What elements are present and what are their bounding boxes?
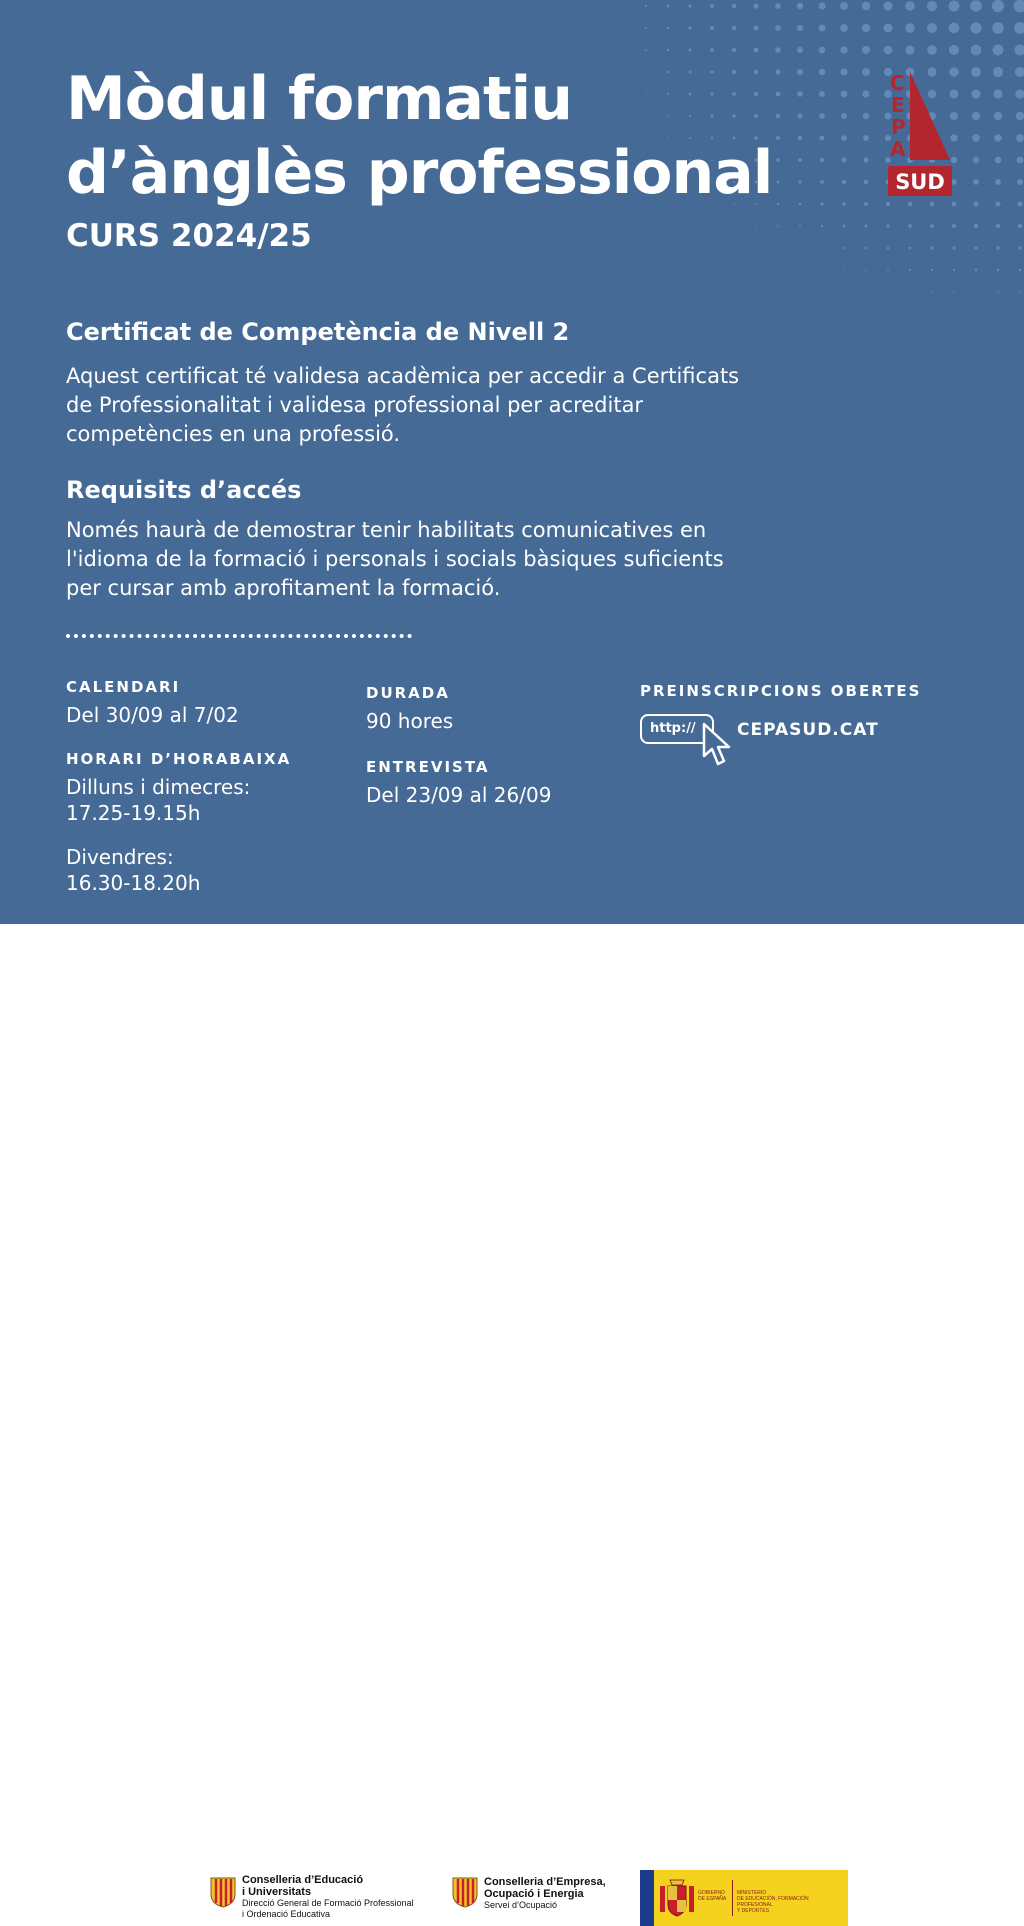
decor-dot (973, 179, 979, 185)
decor-dot (863, 135, 869, 141)
decor-dot (688, 26, 691, 29)
decor-dot (1019, 291, 1021, 293)
website-link[interactable]: CEPASUD.CAT (737, 720, 879, 740)
org2-line3: Servei d’Ocupació (484, 1900, 558, 1910)
decor-dot (799, 225, 801, 227)
decor-dot (975, 269, 977, 271)
decor-dot (971, 89, 980, 98)
decor-dot (1017, 201, 1022, 206)
decor-dot (797, 3, 804, 10)
gov-line3: MINISTERIO (737, 1890, 767, 1896)
decor-dot (974, 224, 978, 228)
org2-line2: Ocupació i Energia (484, 1888, 584, 1900)
decor-dot (908, 224, 912, 228)
decor-dot (993, 89, 1002, 98)
horari-slot-2-days: Divendres: (66, 845, 174, 869)
decor-dot (973, 157, 980, 164)
requisits-line: l'idioma de la formació i personals i socials bàsiques suficients (66, 547, 724, 571)
requisits-line: per cursar amb aprofitament la formació. (66, 576, 501, 600)
decor-dot (949, 23, 960, 34)
decor-dot (972, 134, 979, 141)
decor-dot (1016, 134, 1024, 142)
org1-line2: i Universitats (242, 1886, 312, 1898)
decor-dot (927, 1, 937, 11)
decor-dot (972, 112, 980, 120)
decor-dot (1015, 67, 1024, 77)
cepa-sud-logo (888, 68, 952, 200)
certificat-line: competències en una professió. (66, 422, 401, 446)
decor-dot (862, 24, 870, 32)
title-line-1: Mòdul formatiu (66, 64, 572, 134)
decor-dot (1017, 157, 1024, 164)
decor-dot (883, 1, 892, 10)
decor-dot (710, 4, 714, 8)
decor-dot (645, 27, 647, 29)
decor-dot (884, 24, 893, 33)
decor-dot (930, 224, 934, 228)
decor-dot (997, 291, 999, 293)
decor-dot (971, 45, 982, 56)
calendari-label: CALENDARI (66, 678, 181, 696)
decor-dot (1014, 0, 1024, 12)
decor-dot (776, 92, 781, 97)
requisits-line: Només haurà de demostrar tenir habilitats comunicatives en (66, 518, 707, 542)
poster (0, 0, 1024, 924)
decor-dot (931, 291, 932, 292)
decor-dot (688, 4, 691, 7)
logo-text-a: A (890, 137, 906, 161)
ministerio-text (737, 1890, 845, 1914)
decor-dot (909, 269, 911, 271)
horari-slot-2-time: 16.30-18.20h (66, 871, 201, 895)
dotted-divider (66, 634, 412, 638)
decor-dot (949, 1, 960, 12)
decor-dot (732, 26, 737, 31)
decor-dot (886, 202, 890, 206)
decor-dot (974, 246, 977, 249)
conselleria-empresa (484, 1876, 606, 1911)
decor-dot (843, 225, 846, 228)
decor-dot (799, 247, 800, 248)
durada-label: DURADA (366, 684, 450, 702)
decor-dot (798, 180, 801, 183)
decor-dot (623, 27, 624, 28)
decor-dot (667, 49, 670, 52)
decor-dot (1019, 269, 1022, 272)
decor-dot (951, 179, 957, 185)
decor-dot (840, 2, 848, 10)
decor-dot (953, 269, 955, 271)
decor-dot (952, 202, 957, 207)
decor-dot (993, 67, 1003, 77)
decor-dot (864, 180, 869, 185)
requisits-description (66, 516, 826, 603)
decor-dot (840, 24, 848, 32)
decor-dot (821, 225, 823, 227)
org1-line4: i Ordenació Educativa (242, 1909, 331, 1919)
durada-value: 90 hores (366, 709, 454, 733)
decor-dot (931, 269, 933, 271)
decor-dot (797, 113, 802, 118)
decor-dot (820, 202, 823, 205)
decor-dot (994, 112, 1002, 120)
decor-dot (818, 24, 825, 31)
decor-dot (776, 136, 780, 140)
decor-dot (819, 91, 825, 97)
decor-dot (1016, 112, 1024, 121)
decor-dot (819, 47, 826, 54)
decor-dot (775, 3, 781, 9)
decor-dot (840, 46, 847, 53)
horari-label: HORARI D’HORABAIXA (66, 750, 292, 768)
decor-dot (775, 69, 780, 74)
decor-dot (710, 48, 714, 52)
decor-dot (995, 179, 1001, 185)
decor-dot (865, 247, 867, 249)
decor-dot (863, 157, 868, 162)
decor-dot (842, 180, 846, 184)
logo-text-sud: SUD (895, 170, 945, 194)
decor-dot (953, 291, 955, 293)
decor-dot (623, 5, 624, 6)
decor-dot (905, 45, 914, 54)
decor-dot (887, 269, 889, 271)
decor-dot (798, 158, 802, 162)
decor-dot (753, 3, 758, 8)
decor-dot (821, 247, 823, 249)
certificat-heading: Certificat de Competència de Nivell 2 (66, 318, 570, 346)
decor-dot (994, 134, 1002, 142)
decor-dot (905, 23, 915, 33)
cursor-icon (700, 722, 734, 768)
horari-slot-2 (66, 844, 200, 896)
balearic-crest-icon (210, 1876, 236, 1908)
decor-dot (840, 68, 847, 75)
decor-dot (996, 246, 999, 249)
decor-dot (623, 49, 624, 50)
decor-dot (819, 135, 824, 140)
certificat-description (66, 362, 826, 449)
decor-dot (799, 203, 802, 206)
calendari-value: Del 30/09 al 7/02 (66, 703, 239, 727)
decor-dot (995, 157, 1002, 164)
decor-dot (843, 247, 845, 249)
decor-dot (909, 291, 910, 292)
decor-dot (886, 224, 889, 227)
decor-dot (995, 201, 1000, 206)
decor-dot (1018, 224, 1022, 228)
logo-text-c: C (890, 71, 905, 95)
eu-stripe (640, 1870, 654, 1926)
decor-dot (975, 291, 977, 293)
horari-slot-1-days: Dilluns i dimecres: (66, 775, 251, 799)
decor-dot (753, 25, 758, 30)
decor-dot (863, 113, 870, 120)
horari-slot-1-time: 17.25-19.15h (66, 801, 201, 825)
decor-dot (865, 269, 867, 271)
decor-dot (645, 5, 647, 7)
decor-dot (820, 158, 824, 162)
decor-dot (818, 2, 825, 9)
decor-dot (842, 158, 847, 163)
decor-dot (992, 0, 1004, 12)
decor-dot (908, 202, 912, 206)
decor-dot (971, 67, 981, 77)
org2-line1: Conselleria d’Empresa, (484, 1876, 606, 1888)
main-title (66, 62, 772, 210)
decor-dot (732, 4, 737, 9)
spain-coat-of-arms-icon (658, 1878, 696, 1918)
decor-dot (776, 114, 781, 119)
decor-dot (841, 135, 847, 141)
gobierno-text (698, 1890, 726, 1902)
horari-slot-1 (66, 774, 250, 826)
decor-dot (775, 25, 781, 31)
decor-dot (970, 0, 982, 12)
requisits-heading: Requisits d’accés (66, 476, 302, 504)
decor-dot (996, 224, 1000, 228)
logo-text-e: E (891, 93, 905, 117)
decor-dot (755, 225, 756, 226)
decor-dot (797, 47, 803, 53)
decor-dot (1018, 246, 1021, 249)
decor-dot (862, 90, 869, 97)
decor-dot (798, 136, 803, 141)
title-line-2: d’ànglès professional (66, 138, 773, 208)
decor-dot (949, 45, 959, 55)
decor-dot (909, 247, 912, 250)
gov-divider (732, 1880, 733, 1916)
decor-dot (841, 91, 848, 98)
decor-dot (710, 26, 714, 30)
decor-dot (797, 91, 803, 97)
decor-dot (645, 49, 647, 51)
gobierno-espana-logo (640, 1870, 848, 1926)
entrevista-value: Del 23/09 al 26/09 (366, 783, 552, 807)
footer-logos (0, 924, 1024, 1919)
decor-dot (884, 46, 893, 55)
logo-text-p: P (891, 115, 906, 139)
decor-dot (1017, 179, 1023, 185)
decor-dot (952, 246, 955, 249)
decor-dot (688, 48, 691, 51)
decor-dot (843, 269, 844, 270)
decor-dot (777, 225, 779, 227)
gov-line4: DE EDUCACIÓN, FORMACIÓN PROFESIONAL (737, 1896, 809, 1908)
decor-dot (862, 68, 870, 76)
course-year: CURS 2024/25 (66, 218, 312, 254)
decor-dot (754, 48, 759, 53)
conselleria-educacio (242, 1874, 414, 1920)
entrevista-label: ENTREVISTA (366, 758, 490, 776)
decor-dot (819, 113, 825, 119)
decor-dot (777, 203, 779, 205)
decor-dot (974, 202, 979, 207)
certificat-line: Aquest certificat té validesa acadèmica per accedir a Certificats (66, 364, 740, 388)
org1-line1: Conselleria d’Educació (242, 1874, 364, 1886)
decor-dot (775, 47, 781, 53)
decor-dot (797, 25, 803, 31)
decor-dot (997, 269, 1000, 272)
decor-dot (819, 69, 826, 76)
decor-dot (992, 22, 1004, 34)
decor-dot (777, 181, 780, 184)
decor-dot (667, 27, 670, 30)
decor-dot (970, 22, 981, 33)
decor-dot (905, 1, 915, 11)
gov-line5: Y DEPORTES (737, 1908, 770, 1914)
decor-dot (930, 246, 933, 249)
decor-dot (927, 23, 937, 33)
decor-dot (862, 46, 870, 54)
http-text: http:// (650, 721, 696, 736)
decor-dot (862, 2, 870, 10)
decor-dot (930, 202, 935, 207)
decor-dot (667, 5, 670, 8)
balearic-crest-icon (452, 1876, 478, 1908)
decor-dot (887, 247, 890, 250)
decor-dot (993, 45, 1004, 56)
decor-dot (864, 224, 867, 227)
gov-line1: GOBIERNO (698, 1890, 725, 1896)
decor-dot (841, 113, 847, 119)
decor-dot (1014, 22, 1024, 34)
decor-dot (820, 180, 824, 184)
decor-dot (842, 202, 846, 206)
decor-dot (797, 69, 803, 75)
org1-line3: Direcció General de Formació Professional (242, 1898, 414, 1908)
decor-dot (1014, 44, 1024, 55)
decor-dot (1015, 89, 1024, 98)
preinscripcions-label: PREINSCRIPCIONS OBERTES (640, 682, 922, 700)
decor-dot (864, 202, 868, 206)
decor-dot (776, 158, 780, 162)
decor-dot (952, 224, 956, 228)
gov-line2: DE ESPAÑA (698, 1896, 727, 1902)
decor-dot (732, 48, 736, 52)
decor-dot (927, 45, 937, 55)
certificat-line: de Professionalitat i validesa professional per acreditar (66, 393, 644, 417)
